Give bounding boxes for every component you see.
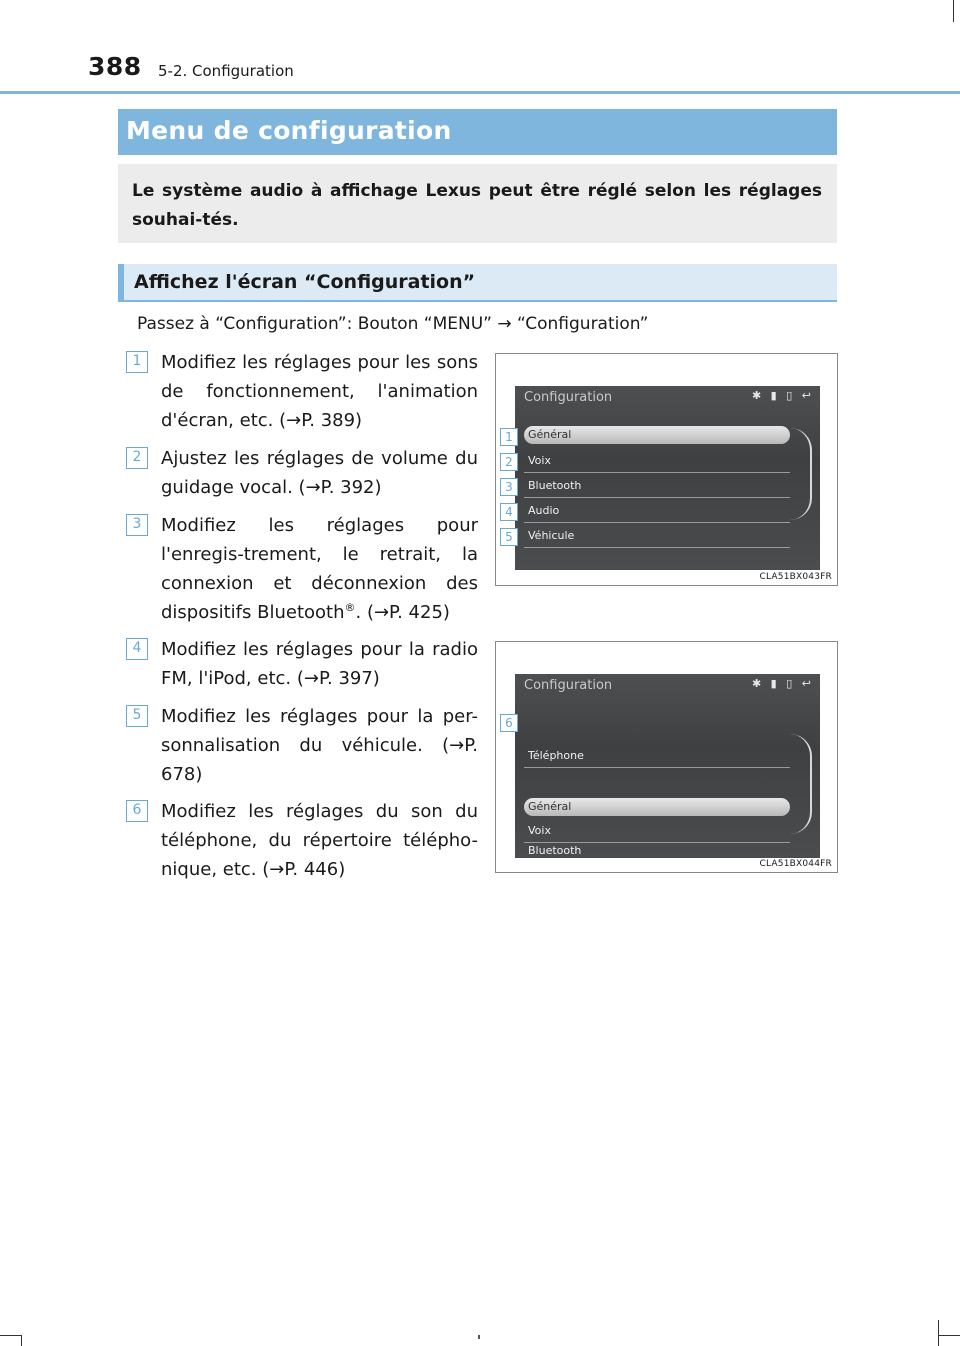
footer-mark [478,1335,480,1339]
menu-item-label: Voix [528,454,551,467]
screenshot-figure-1 [495,353,838,586]
menu-item-general[interactable] [524,426,790,444]
intro-box [118,164,837,243]
subsection-title: Affichez l'écran “Configuration” [134,271,476,293]
callout-badge: 2 [500,453,518,471]
item-text-part: . (→P. 425) [355,602,450,623]
item-text: Ajustez les réglages de volume du guidage vocal. (→P. 392) [161,448,478,498]
menu-item-bluetooth[interactable] [524,844,790,858]
item-text: Modifiez les réglages du son du téléphone, du répertoire télépho-nique, etc. (→P. 446) [161,801,478,880]
screen-topbar [515,674,820,700]
page-number: 388 [88,52,142,81]
screen-title: Configuration [524,390,613,405]
scroll-arc [790,428,812,520]
callout-badge: 5 [500,528,518,546]
menu-item-label: Véhicule [528,529,575,542]
header-rule [0,91,960,94]
menu-item-label: Bluetooth [528,844,582,857]
crop-mark [938,1320,939,1346]
menu-item-vehicule[interactable] [524,524,790,548]
configuration-screen [515,386,820,570]
menu-item-bluetooth[interactable] [524,474,790,498]
list-item [126,797,478,884]
instruction-text: Passez à “Configuration”: Bouton “MENU” → “Configuration” [137,314,649,334]
menu-item-label: Voix [528,824,551,837]
list-item [126,511,478,627]
callout-badge: 6 [500,714,518,732]
configuration-screen [515,674,820,858]
menu-item-voix[interactable] [524,449,790,473]
callout-badge: 3 [500,478,518,496]
list-item [126,702,478,789]
item-text-part: Modifiez les réglages pour l'enregis-trement, le retrait, la connexion et déconnexion des dispositifs Bluetooth [161,515,478,623]
item-number-badge: 2 [126,447,148,469]
subsection-bar [118,264,124,300]
screenshot-figure-2 [495,641,838,873]
status-icons: ✱ ▮ ▯ ↩ [751,389,814,402]
crop-mark [21,1336,22,1346]
scroll-arc [790,734,812,834]
menu-item-label: Général [528,428,572,441]
list-item [126,635,478,693]
section-title-banner [118,109,837,155]
page-header [0,0,960,95]
registered-mark: ® [344,601,356,614]
figure-code: CLA51BX044FR [759,859,832,869]
item-number-badge: 5 [126,705,148,727]
crop-mark [0,1335,22,1336]
menu-item-audio[interactable] [524,499,790,523]
chapter-title: 5-2. Configuration [158,62,294,80]
item-text: Modifiez les réglages pour la per-sonnalisation du véhicule. (→P. 678) [161,706,478,785]
menu-item-general[interactable] [524,798,790,816]
item-number-badge: 1 [126,351,148,373]
callout-badge: 4 [500,503,518,521]
menu-item-label: Téléphone [528,749,584,762]
item-number-badge: 3 [126,514,148,536]
menu-item-label: Bluetooth [528,479,582,492]
subsection-banner [118,264,837,302]
screen-title: Configuration [524,678,613,693]
item-text [161,511,478,627]
figure-code: CLA51BX043FR [759,572,832,582]
crop-mark [938,1335,960,1336]
menu-item-label: Audio [528,504,560,517]
status-icons: ✱ ▮ ▯ ↩ [751,677,814,690]
menu-item-telephone[interactable] [524,744,790,768]
item-text: Modifiez les réglages pour la radio FM, l'iPod, etc. (→P. 397) [161,639,478,689]
item-number-badge: 6 [126,800,148,822]
menu-item-voix[interactable] [524,819,790,843]
list-item [126,348,478,435]
menu-item-label: Général [528,800,572,813]
list-item [126,444,478,502]
section-title: Menu de configuration [126,116,452,145]
screen-topbar [515,386,820,412]
item-text: Modifiez les réglages pour les sons de fonctionnement, l'animation d'écran, etc. (→P. 389) [161,352,478,431]
item-number-badge: 4 [126,638,148,660]
intro-text: Le système audio à affichage Lexus peut être réglé selon les réglages souhai-tés. [132,181,822,230]
callout-badge: 1 [500,428,518,446]
